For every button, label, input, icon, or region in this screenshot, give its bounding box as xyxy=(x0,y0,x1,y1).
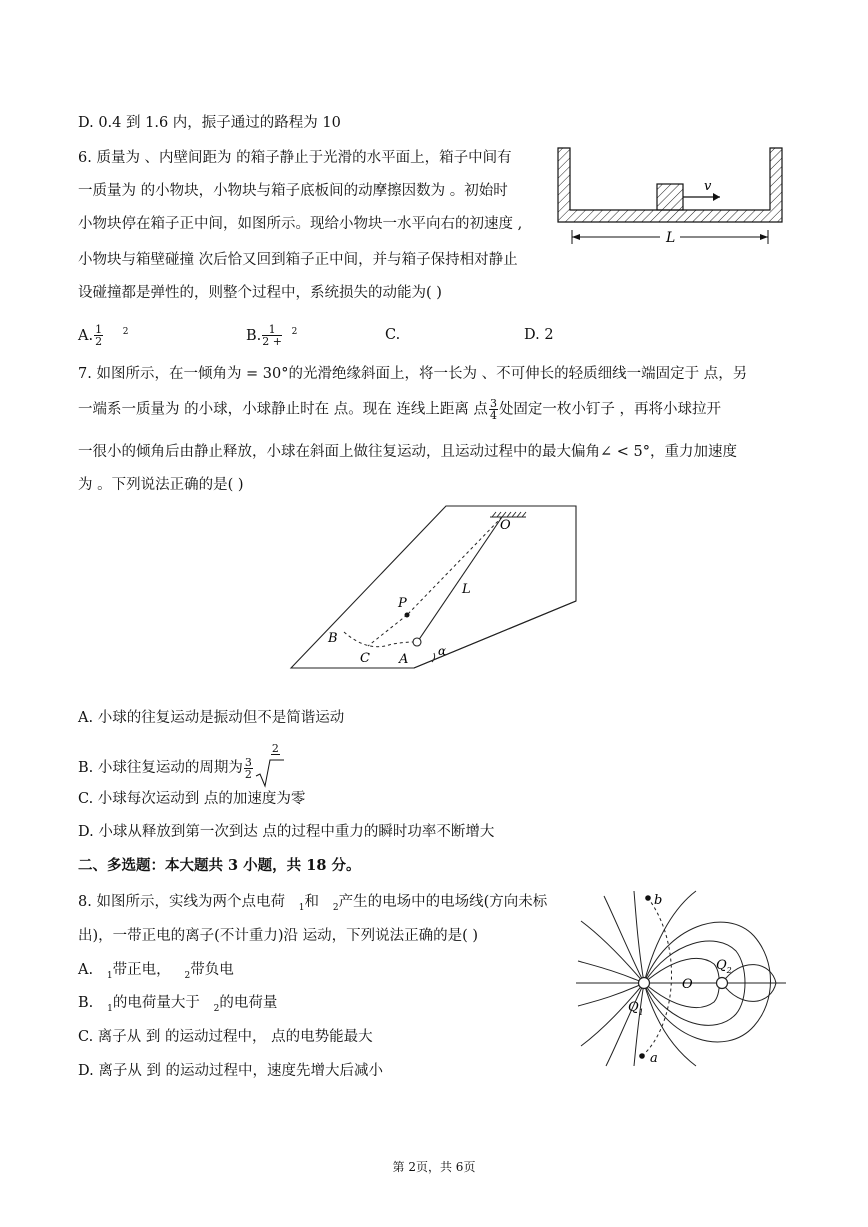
q6-option-d: D. 2 xyxy=(524,327,554,343)
label-Q1: $Q_1$ xyxy=(628,1000,644,1017)
dashed-PC xyxy=(368,615,407,646)
point-b xyxy=(645,895,651,901)
option-label: B. xyxy=(246,327,262,344)
q7-line-1: 7. 如图所示，在一倾角为 = 30°的光滑绝缘斜面上，将一长为 、不可伸长的轻质细线一端固定于 点，另 xyxy=(78,366,748,382)
label-L: L xyxy=(666,230,676,246)
label-C: C xyxy=(360,651,370,666)
q5-option-d: D. 0.4 到 1.6 内，振子通过的路程为 10 xyxy=(78,115,341,131)
q8-option-b: B. $_1$的电荷量大于 $_2$的电荷量 xyxy=(78,995,278,1014)
label-v: v xyxy=(704,179,712,194)
section-2-title: 二、多选题：本大题共 3 小题，共 18 分。 xyxy=(78,857,361,874)
dim-arrow-right xyxy=(760,234,768,240)
label-b: b xyxy=(654,893,663,908)
label-O: O xyxy=(682,977,693,992)
label-Q2: $Q_2$ xyxy=(716,958,732,975)
q7-option-b: B. 小球往复运动的周期为 $\frac{3}{2}$ 2 xyxy=(78,750,282,786)
label-L: L xyxy=(462,582,471,597)
q6-line-3: 小物块停在箱子正中间，如图所示。现给小物块一水平向右的初速度 , xyxy=(78,216,523,232)
q6-line-5: 设碰撞都是弹性的，则整个过程中，系统损失的动能为( ) xyxy=(78,285,442,301)
fraction: $\frac{1}{2 +}$ xyxy=(262,323,282,349)
label-alpha: α xyxy=(438,644,447,658)
ball-A xyxy=(413,638,421,646)
label-B: B xyxy=(328,631,338,646)
q7-line-3: 一很小的倾角后由静止释放，小球在斜面上做往复运动，且运动过程中的最大偏角∠ < 5°，重力加速度 xyxy=(78,444,737,460)
superscript: 2 xyxy=(122,327,129,337)
superscript: 2 xyxy=(291,327,298,337)
page-footer: 第 2页，共 6页 xyxy=(392,1160,476,1174)
q8-option-d: D. 离子从 到 的运动过程中，速度先增大后减小 xyxy=(78,1063,384,1079)
incline-figure xyxy=(286,503,586,678)
label-A: A xyxy=(399,652,409,667)
q8-option-a: A. $_1$带正电， $_2$带负电 xyxy=(78,962,234,981)
q6-option-a xyxy=(78,322,128,347)
fraction: $\frac{1}{2}$ xyxy=(95,323,103,349)
label-a: a xyxy=(650,1051,658,1066)
box-figure xyxy=(556,146,796,246)
arrow-head xyxy=(713,193,720,201)
q6-line-4: 小物块与箱壁碰撞 次后恰又回到箱子正中间，并与箱子保持相对静止 xyxy=(78,252,518,268)
charge-Q2 xyxy=(717,978,728,989)
q6-line-2: 一质量为 的小物块，小物块与箱子底板间的动摩擦因数为 。初始时 xyxy=(78,183,508,199)
label-P: P xyxy=(398,596,407,611)
pivot-hatch xyxy=(492,512,526,517)
field-lines xyxy=(576,891,786,1066)
q6-option-c: C. xyxy=(385,327,401,343)
fraction: $\frac{3}{2}$ xyxy=(244,755,252,781)
q6-option-b xyxy=(246,322,297,347)
q7-option-a: A. 小球的往复运动是振动但不是简谐运动 xyxy=(78,710,345,726)
arc-path xyxy=(344,632,414,647)
q8-line-1: 8. 如图所示，实线为两个点电荷 $_1$和 $_2$产生的电场中的电场线(方向未标 xyxy=(78,894,548,913)
label-O: O xyxy=(500,518,511,533)
radicand: 2 xyxy=(271,742,279,755)
q7-line-4: 为 。下列说法正确的是( ) xyxy=(78,477,244,493)
q8-option-c: C. 离子从 到 的运动过程中， 点的电势能最大 xyxy=(78,1029,373,1045)
fraction: $\frac{3}{4}$ xyxy=(489,397,497,422)
small-block xyxy=(657,184,683,210)
square-root xyxy=(254,742,282,786)
dim-arrow-left xyxy=(572,234,580,240)
charge-Q1 xyxy=(639,978,650,989)
point-a xyxy=(639,1053,645,1059)
q7-option-c: C. 小球每次运动到 点的加速度为零 xyxy=(78,791,306,807)
string-OA xyxy=(418,517,502,641)
q7-line-2: 一端系一质量为 的小球，小球静止时在 点。现在 连线上距离 点 $\frac{3}{4}$ 处固定一枚小钉子 ，再将小球拉开 xyxy=(78,397,722,422)
q7-option-d: D. 小球从释放到第一次到达 点的过程中重力的瞬时功率不断增大 xyxy=(78,824,495,840)
q8-line-2: 出)，一带正电的离子(不计重力)沿 运动，下列说法正确的是( ) xyxy=(78,928,479,944)
electric-field-figure xyxy=(576,886,790,1066)
option-label: A. xyxy=(78,327,94,344)
q6-line-1: 6. 质量为 、内壁间距为 的箱子静止于光滑的水平面上，箱子中间有 xyxy=(78,150,512,166)
